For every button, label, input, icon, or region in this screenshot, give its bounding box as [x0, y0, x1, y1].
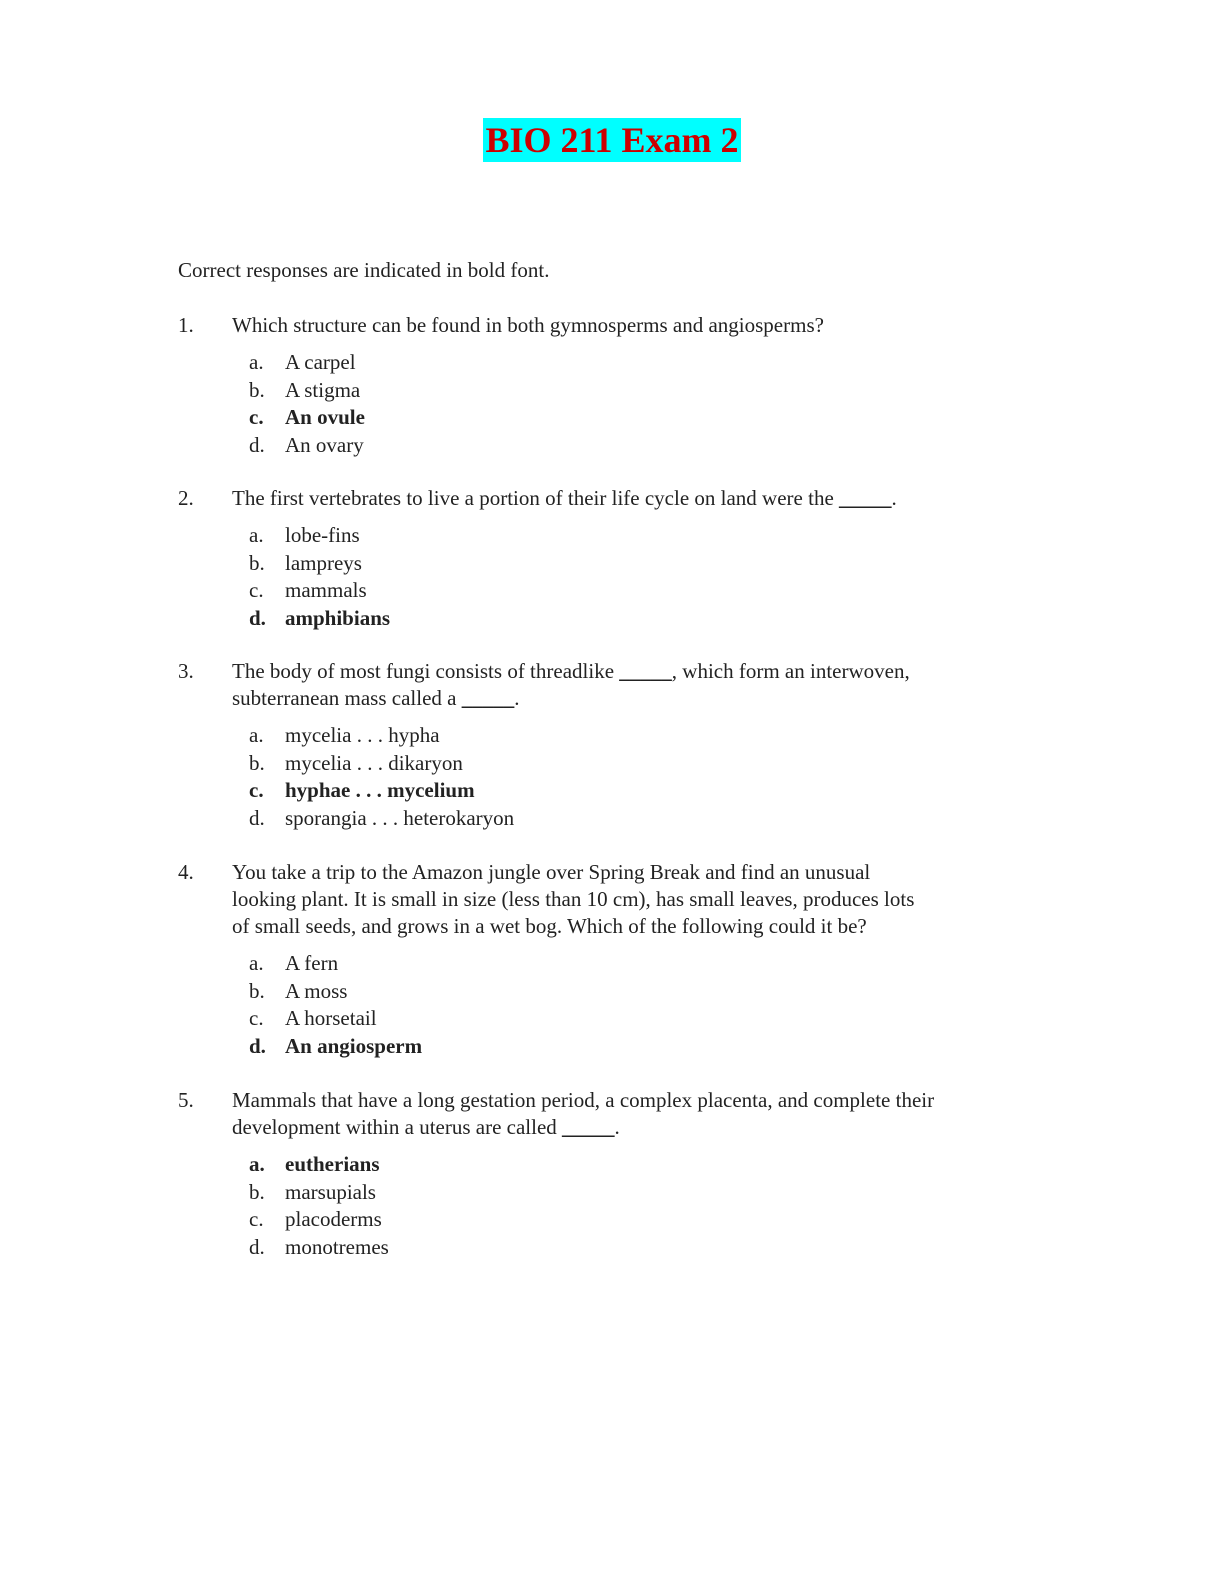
answer-blank: _____: [839, 486, 892, 510]
option-text: mammals: [285, 578, 367, 603]
option-letter: c.: [249, 1006, 264, 1031]
option-text: hyphae . . . mycelium: [285, 778, 475, 803]
option-letter: b.: [249, 750, 265, 775]
option-letter: d.: [249, 1033, 266, 1058]
option-c: [249, 1206, 1038, 1234]
option-letter: d.: [249, 605, 266, 630]
option-text: A fern: [285, 951, 339, 975]
question-line: looking plant. It is small in size (less than 10 cm), has small leaves, produces lots: [232, 887, 915, 911]
option-letter: a.: [249, 1152, 265, 1176]
question-4: [178, 859, 1038, 1060]
option-d: [249, 432, 1038, 460]
option-letter: c.: [249, 778, 264, 803]
option-d: [249, 1234, 1038, 1262]
option-letter: d.: [249, 805, 265, 830]
option-text: lampreys: [285, 550, 362, 575]
option-letter: b.: [249, 377, 265, 402]
question-line: of small seeds, and grows in a wet bog. Which of the following could it be?: [232, 914, 867, 938]
question-number: 3.: [178, 659, 194, 683]
option-b: [249, 1179, 1038, 1207]
option-text: monotremes: [285, 1234, 389, 1259]
option-b: [249, 978, 1038, 1006]
question-2: [178, 485, 1038, 632]
question-number: 4.: [178, 860, 194, 884]
question-text: [232, 658, 1038, 712]
option-letter: b.: [249, 550, 265, 575]
option-text: A stigma: [285, 377, 361, 402]
option-text: sporangia . . . heterokaryon: [285, 805, 515, 830]
option-letter: b.: [249, 1179, 265, 1204]
option-text: marsupials: [285, 1179, 376, 1204]
option-text: eutherians: [285, 1152, 380, 1176]
option-letter: a.: [249, 723, 264, 747]
question-line: The body of most fungi consists of threadlike _____, which form an interwoven,: [232, 659, 910, 683]
option-list: [249, 349, 1038, 459]
option-a: [249, 950, 1038, 978]
option-list: [249, 722, 1038, 832]
option-text: A moss: [285, 978, 348, 1003]
question-number: 5.: [178, 1088, 194, 1112]
question-line: Mammals that have a long gestation period, a complex placenta, and complete their: [232, 1088, 935, 1112]
option-list: [249, 950, 1038, 1060]
option-letter: a.: [249, 951, 264, 975]
intro-text: Correct responses are indicated in bold font.: [178, 258, 550, 282]
option-b: [249, 550, 1038, 578]
option-a: [249, 349, 1038, 377]
option-c-correct: [249, 404, 1038, 432]
option-text: A carpel: [285, 350, 356, 374]
option-text: mycelia . . . dikaryon: [285, 750, 463, 775]
question-number: 2.: [178, 486, 194, 510]
question-5: [178, 1087, 1038, 1261]
option-a: [249, 722, 1038, 750]
option-letter: c.: [249, 1207, 264, 1232]
answer-blank: _____: [562, 1115, 615, 1139]
option-text: A horsetail: [285, 1006, 377, 1031]
option-text: mycelia . . . hypha: [285, 723, 440, 747]
question-text: [232, 859, 1038, 940]
option-letter: c.: [249, 578, 264, 603]
question-number: 1.: [178, 313, 194, 337]
question-text: [232, 1087, 1038, 1141]
question-line: The first vertebrates to live a portion of their life cycle on land were the _____.: [232, 486, 897, 510]
option-letter: b.: [249, 978, 265, 1003]
option-a-correct: [249, 1151, 1038, 1179]
question-line: subterranean mass called a _____.: [232, 686, 520, 710]
option-letter: c.: [249, 405, 264, 430]
option-text: placoderms: [285, 1207, 382, 1232]
option-letter: d.: [249, 1234, 265, 1259]
question-text: [232, 312, 1038, 339]
option-d: [249, 805, 1038, 833]
option-text: lobe-fins: [285, 523, 360, 547]
option-b: [249, 377, 1038, 405]
question-text: [232, 485, 1038, 512]
option-text: An ovary: [285, 432, 364, 457]
title-container: [0, 118, 1224, 162]
question-line: Which structure can be found in both gymnosperms and angiosperms?: [232, 313, 824, 337]
option-letter: a.: [249, 523, 264, 547]
option-d-correct: [249, 605, 1038, 633]
option-list: [249, 522, 1038, 632]
question-1: [178, 312, 1038, 459]
option-list: [249, 1151, 1038, 1261]
question-line: You take a trip to the Amazon jungle over Spring Break and find an unusual: [232, 860, 871, 884]
option-text: amphibians: [285, 605, 391, 630]
option-c-correct: [249, 777, 1038, 805]
option-letter: d.: [249, 432, 265, 457]
answer-blank: _____: [619, 659, 672, 683]
option-c: [249, 577, 1038, 605]
option-letter: a.: [249, 350, 264, 374]
option-a: [249, 522, 1038, 550]
option-b: [249, 750, 1038, 778]
option-text: An angiosperm: [285, 1033, 423, 1058]
option-text: An ovule: [285, 405, 365, 430]
question-3: [178, 658, 1038, 832]
answer-blank: _____: [461, 686, 515, 710]
page-title: BIO 211 Exam 2: [485, 120, 739, 160]
option-c: [249, 1005, 1038, 1033]
option-d-correct: [249, 1033, 1038, 1061]
question-line: development within a uterus are called _____.: [232, 1115, 620, 1139]
